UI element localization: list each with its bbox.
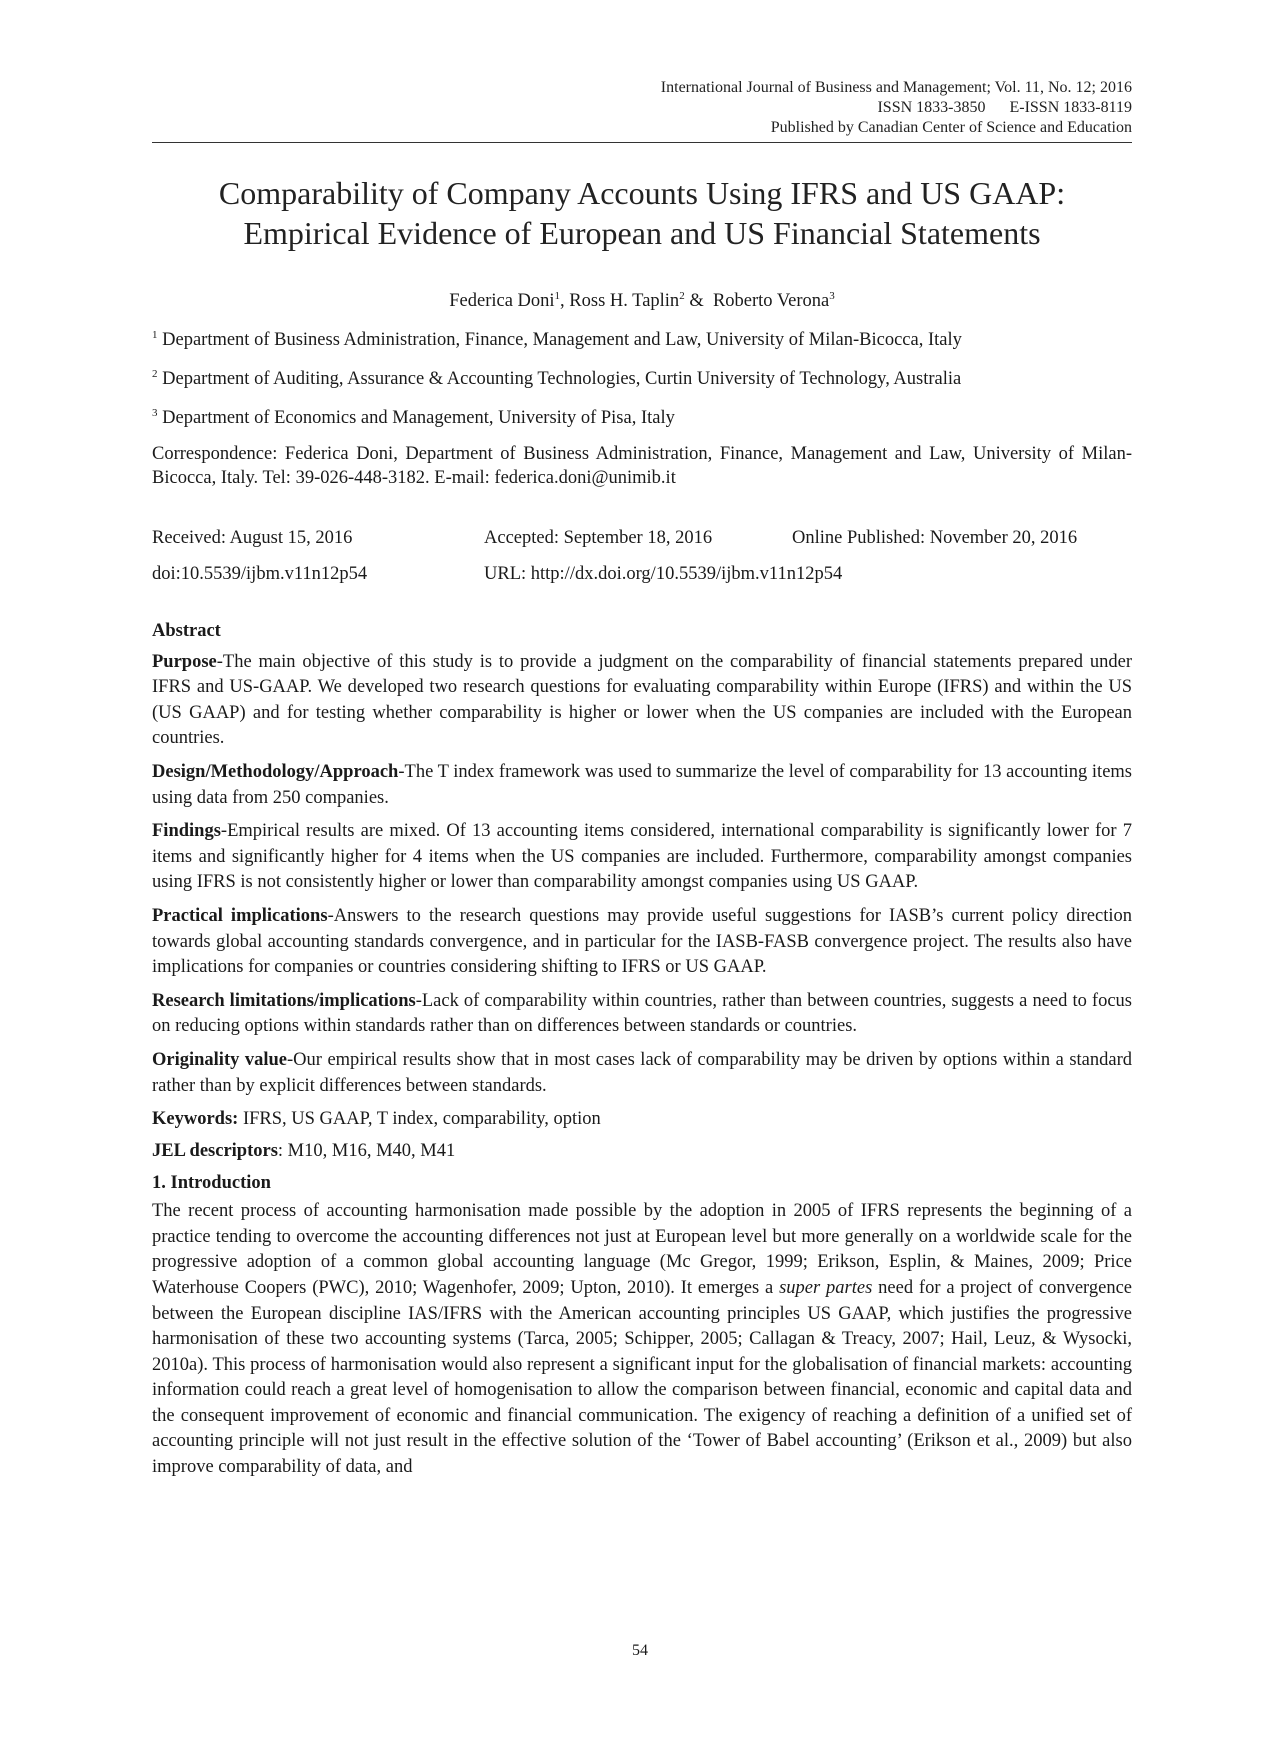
author-list xyxy=(152,285,1132,312)
abstract-heading: Abstract xyxy=(152,620,221,641)
affiliation-text: Department of Auditing, Assurance & Accounting Technologies, Curtin University of Technology, Australia xyxy=(162,369,962,390)
affiliation-num: 2 xyxy=(152,368,158,381)
intro-text-2: need for a project of convergence between the European discipline IAS/IFRS with the American accounting principles US GAAP, which justifies the progressive harmonisation of these two accounting systems (Tarca, 2005; Schipper, 2005; Callagan & Treacy, 2007; Hail, Leuz, & Wysocki, 2010a). This process of harmonisation would also represent a significant input for the globalisation of financial markets: accounting information could reach a great level of homogenisation to allow the comparison between financial, economic and capital data and the consequent improvement of economic and financial communication. The exigency of reaching a definition of a unified set of accounting principle will not just result in the effective solution of the ‘Tower of Babel accounting’ (Erikson et al., 2009) but also improve comparability of data, and xyxy=(152,1277,1132,1478)
introduction-paragraph xyxy=(152,1199,1132,1481)
published-date: Online Published: November 20, 2016 xyxy=(792,527,1078,548)
abstract-text: -The main objective of this study is to provide a judgment on the comparability of financial statements prepared under IFRS and US-GAAP. We developed two research questions for evaluating comparability within Europe (IFRS) and within the US (US GAAP) and for testing whether comparability is higher or lower when the US companies are included with the European countries. xyxy=(152,651,1132,749)
affiliation xyxy=(152,402,1132,429)
received-date: Received: August 15, 2016 xyxy=(152,527,353,548)
abstract-text: -Answers to the research questions may provide useful suggestions for IASB’s current policy direction towards global accounting standards convergence, and in particular for the IASB-FASB convergence project. The results also have implications for companies or countries considering shifting to IFRS or US GAAP. xyxy=(152,905,1133,978)
journal-line: International Journal of Business and Management; Vol. 11, No. 12; 2016 xyxy=(660,79,1132,96)
abstract-text: -Lack of comparability within countries, rather than between countries, suggests a need to focus on reducing options within standards rather than on differences between standards or countries. xyxy=(152,990,1132,1037)
abstract-section xyxy=(152,760,1132,811)
page-number: 54 xyxy=(632,1642,648,1659)
abstract-text: -Empirical results are mixed. Of 13 accounting items considered, international comparability is significantly lower for 7 items and significantly higher for 4 items when the US companies are included. Furthermore, comparability amongst companies using IFRS is not consistently higher or lower than comparability amongst companies using US GAAP. xyxy=(152,821,1132,893)
jel-text: : M10, M16, M40, M41 xyxy=(277,1141,456,1162)
author-name: Federica Doni xyxy=(449,291,555,312)
keywords-label: Keywords: xyxy=(152,1109,239,1130)
title-line-2: Empirical Evidence of European and US Financial Statements xyxy=(243,215,1041,251)
keywords-text: IFRS, US GAAP, T index, comparability, option xyxy=(238,1109,601,1130)
author-sep: , xyxy=(560,291,570,312)
author-sup: 3 xyxy=(829,290,835,302)
abstract-label: Purpose xyxy=(152,651,217,672)
accepted-date: Accepted: September 18, 2016 xyxy=(484,527,713,548)
abstract-text: -The T index framework was used to summarize the level of comparability for 13 accounting items using data from 250 companies. xyxy=(152,762,1132,808)
header-rule xyxy=(152,142,1132,143)
doi-url-link[interactable]: URL: http://dx.doi.org/10.5539/ijbm.v11n12p54 xyxy=(484,563,843,584)
abstract-label: Practical implications xyxy=(152,905,328,926)
keywords xyxy=(152,1107,1132,1131)
journal-header xyxy=(152,78,1132,138)
author-name: Ross H. Taplin xyxy=(569,291,680,312)
affiliation-num: 3 xyxy=(152,407,158,420)
abstract-label: Findings xyxy=(152,821,221,842)
intro-italic: super partes xyxy=(779,1277,873,1298)
author-name: Roberto Verona xyxy=(712,291,830,312)
publication-dates xyxy=(152,526,1132,586)
affiliation-num: 1 xyxy=(152,329,158,342)
abstract-section xyxy=(152,1048,1132,1099)
jel-label: JEL descriptors xyxy=(152,1141,278,1162)
abstract-label: Originality value xyxy=(152,1049,288,1070)
author-sup: 1 xyxy=(554,290,561,302)
correspondence: Correspondence: Federica Doni, Department of Business Administration, Finance, Management and Law, University of Milan-Bicocca, Italy. Tel: 39-026-448-3182. E-mail: federica.doni@unimib.it xyxy=(152,443,1132,488)
paper-page xyxy=(152,78,1132,1481)
abstract-text: -Our empirical results show that in most cases lack of comparability may be driven by options within a standard rather than by explicit differences between standards. xyxy=(152,1049,1133,1096)
affiliation xyxy=(152,324,1132,351)
jel-descriptors xyxy=(152,1139,1132,1163)
abstract-label: Research limitations/implications xyxy=(152,990,416,1011)
affiliation xyxy=(152,363,1132,390)
abstract-section xyxy=(152,819,1132,896)
doi: doi:10.5539/ijbm.v11n12p54 xyxy=(152,563,368,584)
publisher-line: Published by Canadian Center of Science and Education xyxy=(770,119,1132,136)
abstract-section xyxy=(152,989,1132,1040)
abstract-section xyxy=(152,650,1132,752)
paper-title xyxy=(152,173,1132,253)
abstract-section xyxy=(152,904,1132,981)
author-sep: & xyxy=(684,291,709,312)
intro-text-1: The recent process of accounting harmonisation made possible by the adoption in 2005 of IFRS represents the beginning of a practice tending to overcome the accounting differences not just at European level but more generally on a worldwide scale for the progressive adoption of a common global accounting language (Mc Gregor, 1999; Erikson, Esplin, & Maines, 2009; Price Waterhouse Coopers (PWC), 2010; Wagenhofer, 2009; Upton, 2010). It emerges a xyxy=(152,1201,1132,1298)
title-line-1: Comparability of Company Accounts Using IFRS and US GAAP: xyxy=(218,175,1066,211)
affiliation-text: Department of Business Administration, Finance, Management and Law, University of Milan-Bicocca, Italy xyxy=(162,330,962,351)
affiliation-text: Department of Economics and Management, University of Pisa, Italy xyxy=(162,408,675,429)
section-heading: 1. Introduction xyxy=(152,1173,271,1194)
abstract-label: Design/Methodology/Approach xyxy=(152,762,399,782)
author-sup: 2 xyxy=(679,290,685,302)
issn-line: ISSN 1833-3850 E-ISSN 1833-8119 xyxy=(877,99,1132,116)
